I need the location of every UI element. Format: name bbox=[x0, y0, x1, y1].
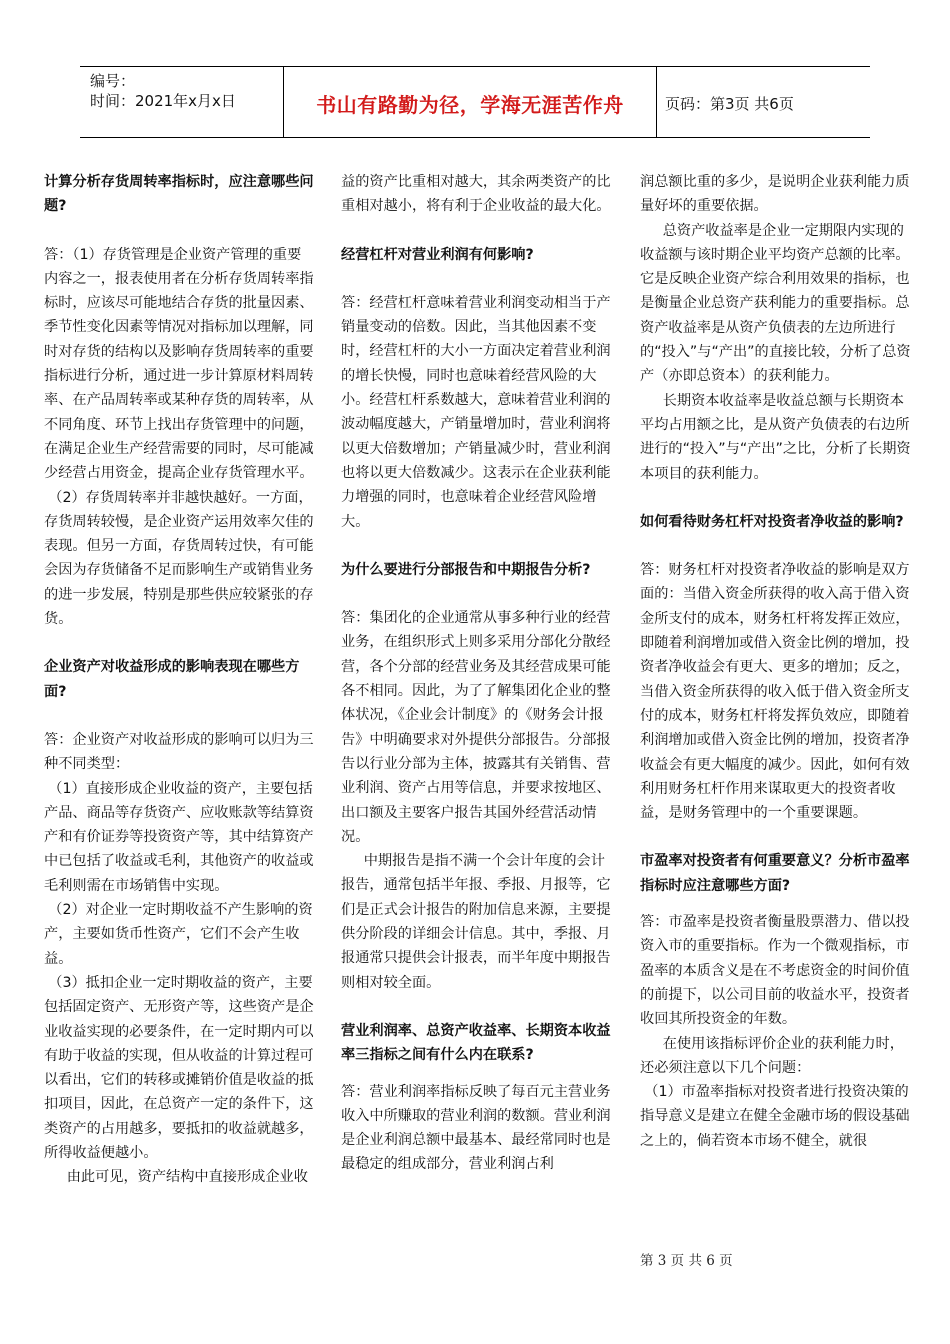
question-heading: 计算分析存货周转率指标时，应注意哪些问题? bbox=[44, 174, 314, 215]
time-label: 时间：2021年x月x日 bbox=[90, 92, 236, 110]
answer-paragraph: 答：企业资产对收益形成的影响可以归为三种不同类型： bbox=[44, 731, 314, 773]
header-box bbox=[80, 66, 870, 138]
page-label: 页码：第3页 共6页 bbox=[665, 95, 794, 113]
question-heading: 企业资产对收益形成的影响表现在哪些方面? bbox=[44, 659, 300, 700]
column-2 bbox=[341, 170, 612, 1177]
answer-paragraph: 益的资产比重相对越大，其余两类资产的比重相对越小，将有利于企业收益的最大化。 bbox=[341, 174, 611, 215]
header-left bbox=[90, 71, 236, 111]
answer-paragraph: 总资产收益率是企业一定期限内实现的收益额与该时期企业平均资产总额的比率。它是反映企业资产综合利用效果的指标，也是衡量企业总资产获利能力的重要指标。总资产收益率是从资产负债表的左边所进行的“投入”与“产出”的直接比较，分析了总资产（亦即总资本）的获利能力。 bbox=[640, 222, 911, 385]
answer-paragraph: （2）对企业一定时期收益不产生影响的资产，主要如货币性资产，它们不会产生收益。 bbox=[44, 902, 313, 967]
number-label: 编号： bbox=[90, 72, 136, 90]
answer-paragraph: （2）存货周转率并非越快越好。一方面，存货周转较慢，是企业资产运用效率欠佳的表现。但另一方面，存货周转过快，有可能会因为存货储备不足而影响生产或销售业务的进一步发展，特别是那些供应较紧张的存货。 bbox=[44, 489, 314, 628]
answer-paragraph: 答：财务杠杆对投资者净收益的影响是双方面的：当借入资金所获得的收入高于借入资金所支付的成本，财务杠杆将发挥正效应，即随着利润增加或借入资金比例的增加，投资者净收益会有更大、更多的增加；反之，当借入资金所获得的收入低于借入资金所支付的成本，财务杠杆将发挥负效应，即随着利润增加或借入资金比例的增加，投资者净收益会有更大幅度的减少。因此，如何有效利用财务杠杆作用来谋取更大的投资者收益，是财务管理中的一个重要课题。 bbox=[640, 562, 910, 822]
column-3 bbox=[640, 170, 912, 1153]
answer-paragraph: （1）直接形成企业收益的资产，主要包括产品、商品等存货资产、应收账款等结算资产和有价证券等投资资产等，其中结算资产中已包括了收益或毛利，其他资产的收益或毛利则需在市场销售中实现。 bbox=[44, 780, 314, 894]
answer-paragraph: 由此可见，资产结构中直接形成企业收 bbox=[66, 1169, 308, 1186]
answer-paragraph: 中期报告是指不满一个会计年度的会计报告，通常包括半年报、季报、月报等，它们是正式会计报告的附加信息来源，主要提供分阶段的详细会计信息。其中，季报、月报通常只提供会计报表，而半年度中期报告则相对较全面。 bbox=[341, 853, 611, 991]
answer-paragraph: 答：经营杠杆意味着营业利润变动相当于产销量变动的倍数。因此，当其他因素不变时，经营杠杆的大小一方面决定着营业利润的增长快慢，同时也意味着经营风险的大小。经营杠杆系数越大，意味着营业利润的波动幅度越大，产销量增加时，营业利润将以更大倍数增加；产销量减少时，营业利润也将以更大倍数减少。这表示在企业获利能力增强的同时，也意味着企业经营风险增大。 bbox=[341, 294, 611, 530]
answer-paragraph: 答：营业利润率指标反映了每百元主营业务收入中所赚取的营业利润的数额。营业利润是企业利润总额中最基本、最经常同时也是最稳定的组成部分，营业利润占利 bbox=[341, 1083, 611, 1173]
answer-paragraph: （3）抵扣企业一定时期收益的资产，主要包括固定资产、无形资产等，这些资产是企业收益实现的必要条件，在一定时期内可以有助于收益的实现，但从收益的计算过程可以看出，它们的转移或摊销价值是收益的抵扣项目，因此，在总资产一定的条件下，这类资产的占用越多，要抵扣的收益就越多，所得收益便越小。 bbox=[44, 974, 314, 1161]
answer-paragraph: 答：（1）存货管理是企业资产管理的重要内容之一，报表使用者在分析存货周转率指标时，应该尽可能地结合存货的批量因素、季节性变化因素等情况对指标加以理解，同时对存货的结构以及影响存货周转率的重要指标进行分析，通过进一步计算原材料周转率、在产品周转率或某种存货的周转率，从不同角度、环节上找出存货管理中的问题，在满足企业生产经营需要的同时，尽可能减少经营占用资金，提高企业存货管理水平。 bbox=[44, 246, 314, 482]
question-heading: 市盈率对投资者有何重要意义？分析市盈率指标时应注意哪些方面? bbox=[640, 853, 910, 894]
question-heading: 营业利润率、总资产收益率、长期资本收益率三指标之间有什么内在联系? bbox=[341, 1022, 611, 1064]
answer-paragraph: 在使用该指标评价企业的获利能力时，还必须注意以下几个问题： bbox=[640, 1035, 904, 1076]
page-footer: 第 3 页 共 6 页 bbox=[640, 1253, 733, 1269]
header-motto-cell bbox=[283, 67, 657, 137]
motto: 书山有路勤为径，学海无涯苦作舟 bbox=[316, 93, 624, 117]
question-heading: 为什么要进行分部报告和中期报告分析? bbox=[341, 561, 591, 578]
answer-paragraph: （1）市盈率指标对投资者进行投资决策的指导意义是建立在健全金融市场的假设基础之上的，倘若资本市场不健全，就很 bbox=[640, 1084, 910, 1149]
question-heading: 经营杠杆对营业利润有何影响? bbox=[341, 246, 534, 263]
question-heading: 如何看待财务杠杆对投资者净收益的影响? bbox=[640, 513, 904, 530]
answer-paragraph: 润总额比重的多少，是说明企业获利能力质量好坏的重要依据。 bbox=[640, 174, 910, 215]
column-1 bbox=[44, 170, 314, 1190]
answer-paragraph: 长期资本收益率是收益总额与长期资本平均占用额之比，是从资产负债表的右边所进行的“投入”与“产出”之比，分析了长期资本项目的获利能力。 bbox=[640, 392, 911, 482]
answer-paragraph: 答：集团化的企业通常从事多种行业的经营业务，在组织形式上则多采用分部化分散经营，各个分部的经营业务及其经营成果可能各不相同。因此，为了了解集团化企业的整体状况，《企业会计制度》的《财务会计报告》中明确要求对外提供分部报告。分部报告以行业分部为主体，披露其有关销售、营业利润、资产占用等信息，并要求按地区、出口额及主要客户报告其国外经营活动情况。 bbox=[341, 610, 611, 845]
answer-paragraph: 答：市盈率是投资者衡量股票潜力、借以投资入市的重要指标。作为一个微观指标，市盈率的本质含义是在不考虑资金的时间价值的前提下，以公司目前的收益水平，投资者收回其所投资金的年数。 bbox=[640, 914, 910, 1028]
